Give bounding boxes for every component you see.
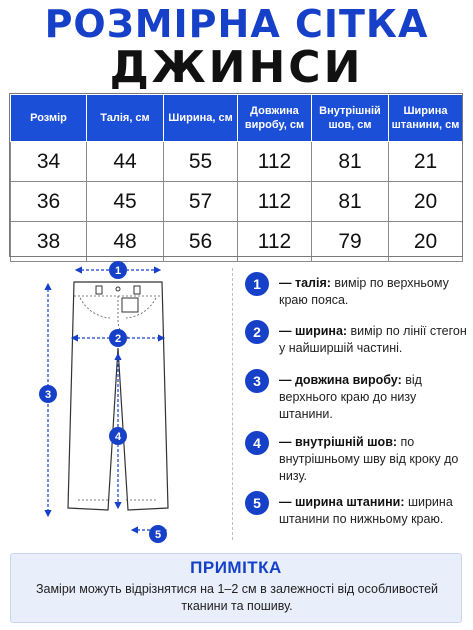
legend-text: [279, 372, 469, 423]
legend-description: ширина штанини по нижньому краю.: [279, 495, 453, 526]
table-cell: 21: [389, 142, 463, 182]
table-cell: 112: [238, 142, 312, 182]
note-box: [10, 553, 462, 623]
jeans-diagram: [18, 258, 218, 550]
legend-term: — ширина штанини:: [279, 495, 405, 509]
legend-text: [279, 434, 469, 485]
table-cell: 112: [238, 182, 312, 222]
legend-number: 5: [245, 491, 269, 515]
table-cell: 38: [11, 222, 87, 262]
legend-text: [279, 275, 469, 309]
size-table: [10, 94, 463, 262]
table-cell: 79: [312, 222, 389, 262]
legend-text: [279, 494, 469, 528]
table-cell: 56: [164, 222, 238, 262]
column-header: Розмір: [11, 95, 87, 142]
legend-number: 1: [245, 272, 269, 296]
table-cell: 34: [11, 142, 87, 182]
legend-number: 2: [245, 320, 269, 344]
legend-term: — талія:: [279, 276, 331, 290]
legend-term: — довжина виробу:: [279, 373, 402, 387]
marker-1: 1: [114, 265, 122, 277]
table-row: [11, 222, 463, 262]
marker-5: 5: [154, 529, 162, 541]
marker-3: 3: [44, 389, 52, 401]
column-header: Довжина виробу, см: [238, 95, 312, 142]
table-cell: 45: [87, 182, 164, 222]
legend-description: від верхнього краю до низу штанини.: [279, 373, 422, 421]
note-text: Заміри можуть відрізнятися на 1–2 см в залежності від особливостей тканини та пошиву.: [35, 582, 439, 613]
note-title: ПРИМІТКА: [190, 558, 282, 577]
table-cell: 81: [312, 142, 389, 182]
table-cell: 57: [164, 182, 238, 222]
table-cell: 20: [389, 182, 463, 222]
legend-term: — ширина:: [279, 324, 348, 338]
legend-description: по внутрішньому шву від кроку до низу.: [279, 435, 459, 483]
table-row: [11, 182, 463, 222]
section-divider: [232, 268, 233, 540]
table-cell: 44: [87, 142, 164, 182]
legend-description: вимір по лінії стегон у найширшій частині.: [279, 324, 467, 355]
legend-number: 4: [245, 431, 269, 455]
table-cell: 112: [238, 222, 312, 262]
table-cell: 20: [389, 222, 463, 262]
marker-4: 4: [114, 431, 122, 443]
table-cell: 81: [312, 182, 389, 222]
legend-term: — внутрішній шов:: [279, 435, 398, 449]
legend-number: 3: [245, 369, 269, 393]
column-header: Ширина штанини, см: [389, 95, 463, 142]
marker-2: 2: [114, 333, 122, 345]
page-subtitle: ДЖИНСИ: [109, 42, 364, 93]
column-header: Внутрішній шов, см: [312, 95, 389, 142]
table-cell: 36: [11, 182, 87, 222]
column-header: Талія, см: [87, 95, 164, 142]
table-row: [11, 142, 463, 182]
table-cell: 55: [164, 142, 238, 182]
legend-description: вимір по верхньому краю пояса.: [279, 276, 449, 307]
table-cell: 48: [87, 222, 164, 262]
legend-text: [279, 323, 469, 357]
table-header-row: [11, 95, 463, 142]
page-title: РОЗМІРНА СІТКА: [44, 2, 429, 46]
column-header: Ширина, см: [164, 95, 238, 142]
